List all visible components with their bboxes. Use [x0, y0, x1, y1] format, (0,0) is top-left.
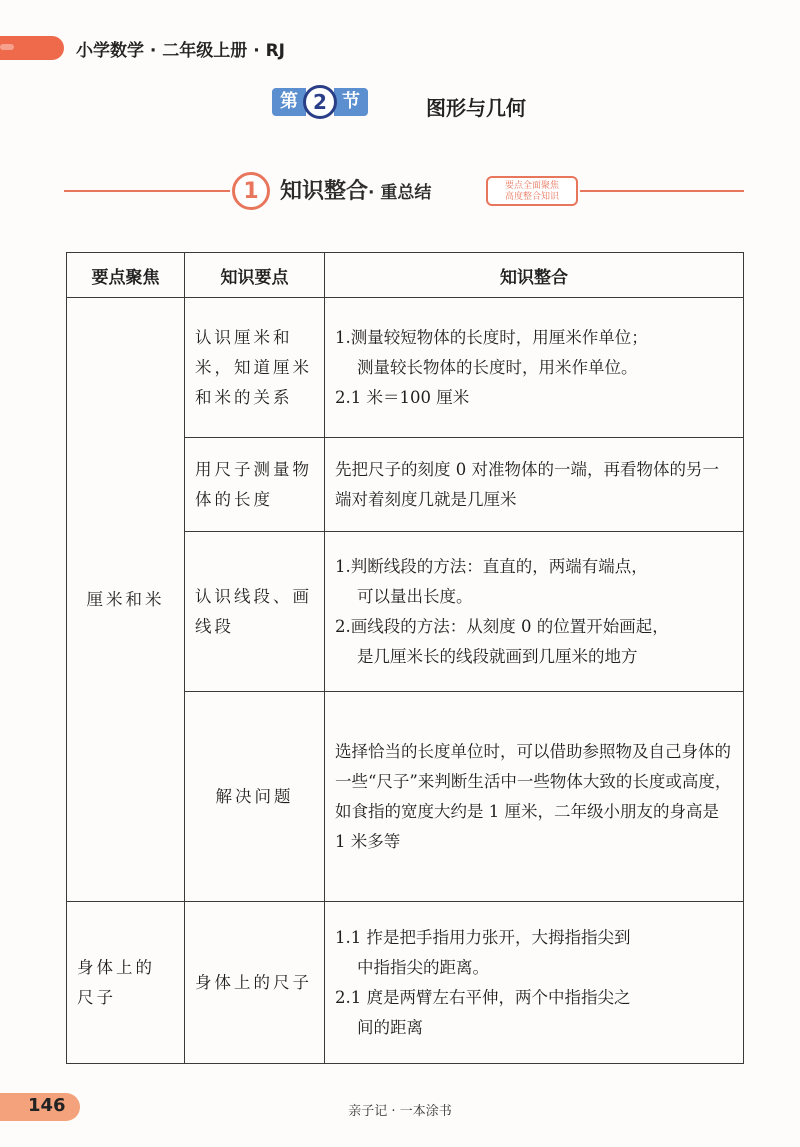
content-line: 选择恰当的长度单位时，可以借助参照物及自己身体的一些“尺子”来判断生活中一些物体大致的长度或高度，如食指的宽度大约是 1 厘米，二年级小朋友的身高是 1 米多等: [335, 741, 732, 851]
content-cell: [325, 532, 744, 692]
header-book-title: 小学数学 · 二年级上册 · RJ: [76, 41, 286, 61]
content-cell: [325, 298, 744, 438]
group-cell-cm-m: 厘米和米: [67, 298, 185, 902]
header-dash: [0, 44, 14, 50]
header-cell-points: 知识要点: [185, 253, 325, 298]
banner-line-left: [64, 190, 230, 192]
footer-brand: 亲子记 · 一本涂书: [348, 1104, 452, 1119]
section-number: 2: [303, 85, 337, 119]
table-header-row: [67, 253, 744, 298]
table-row: [67, 298, 744, 438]
group-cell-body-ruler: 身体上的尺子: [67, 902, 185, 1064]
point-cell: 认识厘米和米，知道厘米和米的关系: [185, 298, 325, 438]
point-cell: 解决问题: [185, 692, 325, 902]
content-line: 1.判断线段的方法：直直的，两端有端点，: [335, 556, 648, 576]
content-cell: [325, 692, 744, 902]
point-cell: 用尺子测量物体的长度: [185, 438, 325, 532]
banner-line-right: [580, 190, 744, 192]
header-cell-integration: 知识整合: [325, 253, 744, 298]
table-row: [67, 902, 744, 1064]
content-line: 是几厘米长的线段就画到几厘米的地方: [357, 646, 638, 666]
banner-title-main: 知识整合: [280, 179, 369, 204]
content-line: 中指指尖的距离。: [357, 957, 489, 977]
content-line: 先把尺子的刻度 0 对准物体的一端，再看物体的另一端对着刻度几就是几厘米: [335, 459, 719, 509]
banner-tag: [486, 176, 578, 206]
point-cell: 认识线段、画线段: [185, 532, 325, 692]
banner-tag-line1: 要点全面聚焦: [504, 181, 559, 191]
content-line: 1.1 拃是把手指用力张开，大拇指指尖到: [335, 927, 631, 947]
content-cell: [325, 438, 744, 532]
content-line: 间的距离: [357, 1017, 423, 1037]
content-line: 2.1 庹是两臂左右平伸，两个中指指尖之: [335, 987, 631, 1007]
banner-subtitle: · 重总结: [368, 183, 432, 203]
content-line: 1.测量较短物体的长度时，用厘米作单位；: [335, 327, 648, 347]
content-cell: [325, 902, 744, 1064]
section-badge-right: 节: [334, 88, 368, 116]
knowledge-table: [66, 252, 744, 1064]
section-badge-left: 第: [272, 88, 306, 116]
content-line: 可以量出长度。: [357, 586, 473, 606]
banner-number: 1: [232, 172, 270, 210]
banner-tag-line2: 高度整合知识: [504, 192, 559, 202]
banner-title: [280, 174, 431, 205]
header-cell-focus: 要点聚焦: [67, 253, 185, 298]
content-line: 2.1 米＝100 厘米: [335, 387, 470, 407]
section-badge: [272, 86, 368, 118]
content-line: 测量较长物体的长度时，用米作单位。: [357, 357, 638, 377]
point-cell: 身体上的尺子: [185, 902, 325, 1064]
page-number: 146: [28, 1095, 66, 1116]
section-title: 图形与几何: [426, 96, 526, 120]
content-line: 2.画线段的方法：从刻度 0 的位置开始画起，: [335, 616, 669, 636]
